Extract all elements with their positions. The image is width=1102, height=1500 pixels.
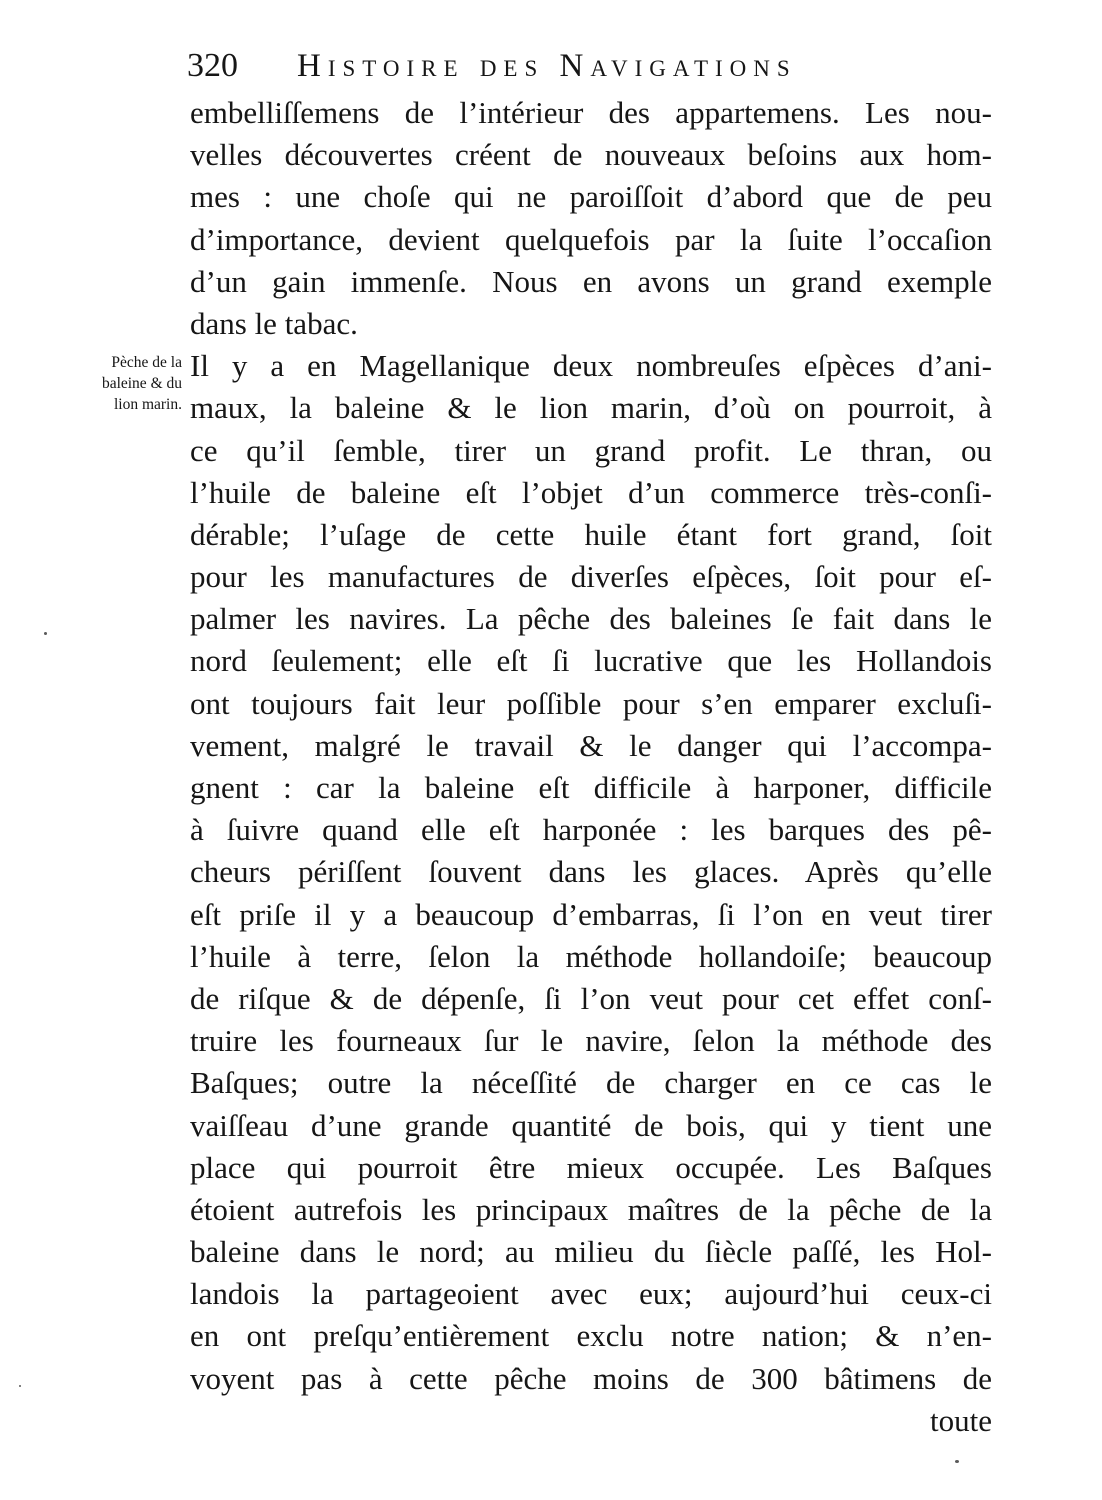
text-line: mes : une choſe qui ne paroiſſoit d’abord que de peu (190, 179, 992, 215)
text-line: palmer les navires. La pêche des baleines ſe fait dans le (190, 601, 992, 637)
text-line: ont toujours fait leur poſſible pour s’en emparer excluſi- (190, 685, 992, 721)
text-line: landois la partageoient avec eux; aujourd’hui ceux-ci (190, 1276, 992, 1312)
text-line: dérable; l’uſage de cette huile étant fort grand, ſoit (190, 516, 992, 552)
text-line: nord ſeulement; elle eſt ſi lucrative que les Hollandois (190, 643, 992, 679)
text-line: place qui pourroit être mieux occupée. Les Baſques (190, 1149, 992, 1185)
text-line: de riſque & de dépenſe, ſi l’on veut pour cet effet conſ- (190, 980, 992, 1016)
text-line: maux, la baleine & le lion marin, d’où on pourroit, à (190, 390, 992, 426)
margin-note (58, 352, 182, 415)
text-line: en ont preſqu’entièrement exclu notre nation; & n’en- (190, 1318, 992, 1354)
text-line: voyent pas à cette pêche moins de 300 bâtimens de (190, 1360, 992, 1396)
text-line: l’huile à terre, ſelon la méthode hollandoiſe; beaucoup (190, 938, 992, 974)
text-line: dans le tabac. (190, 305, 358, 341)
margin-note-line: Pèche de la (111, 354, 182, 371)
text-line: embelliſſemens de l’intérieur des appartemens. Les nou- (190, 95, 992, 130)
margin-note-line: baleine & du (101, 375, 182, 392)
ink-speck (19, 1385, 21, 1387)
text-line: Baſques; outre la néceſſité de charger en ce cas le (190, 1065, 992, 1101)
text-line: velles découvertes créent de nouveaux beſoins aux hom- (190, 137, 992, 173)
text-line: d’un gain immenſe. Nous en avons un grand exemple (190, 263, 992, 299)
text-line: Il y a en Magellanique deux nombreuſes eſpèces d’ani- (190, 348, 992, 384)
text-line: ce qu’il ſemble, tirer un grand profit. Le thran, ou (190, 432, 992, 468)
text-line: à ſuivre quand elle eſt harponée : les barques des pê- (190, 812, 992, 848)
margin-note-line: lion marin. (113, 396, 182, 413)
text-line: eſt priſe il y a beaucoup d’embarras, ſi l’on en veut tirer (190, 896, 992, 932)
ink-speck (44, 632, 47, 635)
text-line: gnent : car la baleine eſt difficile à harponer, difficile (190, 770, 992, 805)
text-line: cheurs périſſent ſouvent dans les glaces. Après qu’elle (190, 854, 992, 890)
running-head (187, 44, 997, 88)
page-number: 320 (187, 47, 238, 84)
body-text (190, 92, 992, 1442)
text-line: l’huile de baleine eſt l’objet d’un commerce très-conſi- (190, 474, 992, 510)
running-title: Histoire des Navigations (297, 48, 797, 84)
text-line: d’importance, devient quelquefois par la ſuite l’occaſion (190, 221, 992, 257)
text-line: pour les manufactures de diverſes eſpèces, ſoit pour eſ- (190, 559, 992, 595)
text-line: vaiſſeau d’une grande quantité de bois, qui y tient une (190, 1107, 992, 1143)
text-line: vement, malgré le travail & le danger qui l’accompa- (190, 727, 992, 763)
catchword: toute (930, 1402, 992, 1438)
text-line: baleine dans le nord; au milieu du ſiècle paſſé, les Hol- (190, 1234, 992, 1270)
text-line: étoient autrefois les principaux maîtres de la pêche de la (190, 1191, 992, 1227)
text-line: truire les fourneaux ſur le navire, ſelon la méthode des (190, 1023, 992, 1059)
ink-speck (955, 1460, 959, 1463)
